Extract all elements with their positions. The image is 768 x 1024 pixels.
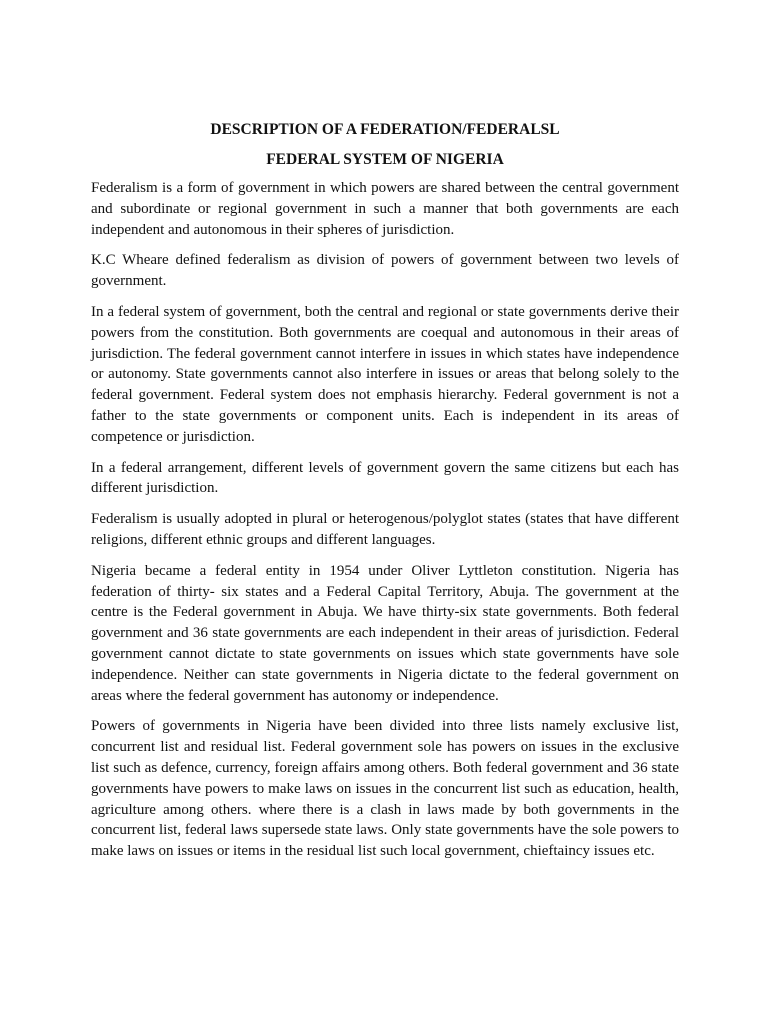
paragraph-federal-system: In a federal system of government, both the central and regional or state governments derive their powers from the constitution. Both governments are coequal and autonomous in their areas of jurisdiction. The federal government cannot interfere in issues in which states have independence or autonomy. State governments cannot also interfere in issues or areas that belong solely to the federal government. Federal system does not emphasis hierarchy. Federal government is not a father to the state governments or component units. Each is independent in its areas of competence or jurisdiction.: [91, 303, 679, 445]
paragraph-wheare: K.C Wheare defined federalism as division of powers of government between two levels of government.: [91, 252, 679, 290]
paragraph-plural-states: Federalism is usually adopted in plural or heterogenous/polyglot states (states that have different religions, different ethnic groups and different languages.: [91, 511, 679, 548]
document-heading-2: FEDERAL SYSTEM OF NIGERIA: [266, 151, 504, 168]
paragraph-arrangement: In a federal arrangement, different levels of government govern the same citizens but each has different jurisdiction.: [91, 459, 679, 497]
paragraph-definition: Federalism is a form of government in which powers are shared between the central government and subordinate or regional government in such a manner that both governments are each independent and autonomous in their spheres of jurisdiction.: [91, 180, 679, 238]
paragraph-nigeria-federation: Nigeria became a federal entity in 1954 under Oliver Lyttleton constitution. Nigeria has federation of thirty- six states and a Federal Capital Territory, Abuja. The government at the centre is the Federal government in Abuja. We have thirty-six state governments. Both federal government and 36 state governments are each independent in their areas of jurisdiction. Federal government cannot dictate to state governments on issues which state governments have sole independence. Neither can state governments in Nigeria dictate to the federal government on areas where the federal government has autonomy or independence.: [91, 562, 679, 704]
paragraph-powers-lists: Powers of governments in Nigeria have been divided into three lists namely exclusive list, concurrent list and residual list. Federal government sole has powers on issues in the exclusive list such as defence, currency, foreign affairs among others. Both federal government and 36 state governments have powers to make laws on issues in the concurrent list such as education, health, agriculture among others. where there is a clash in laws made by both governments in the concurrent list, federal laws supersede state laws. Only state governments have the sole powers to make laws on issues or items in the residual list such local government, chieftaincy issues etc.: [91, 718, 679, 860]
document-heading-1: DESCRIPTION OF A FEDERATION/FEDERALSL: [210, 121, 560, 138]
